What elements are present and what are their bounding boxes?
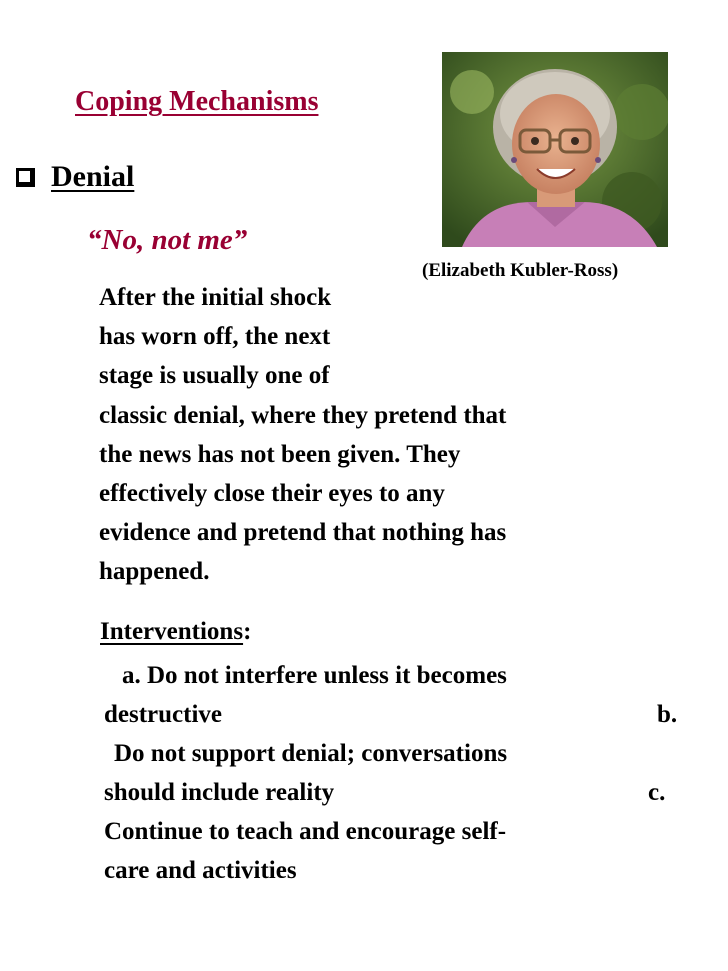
intervention-marker: b. [657,701,678,728]
body-paragraph-bottom [99,396,506,591]
body-line: happened. [99,558,210,585]
intervention-line: should include reality [104,779,335,806]
denial-quote: “No, not me” [87,224,248,256]
intervention-marker: c. [648,779,666,806]
body-line: evidence and pretend that nothing has [99,519,507,546]
bullet-denial [16,160,134,194]
portrait-photo [442,52,668,247]
checkbox-icon [16,168,35,187]
body-paragraph-top [99,278,331,395]
intervention-line: Do not support denial; conversations [114,740,508,767]
body-line: effectively close their eyes to any [99,480,445,507]
body-line: stage is usually one of [99,362,330,389]
photo-caption: (Elizabeth Kubler-Ross) [422,260,619,281]
portrait-image [442,52,668,247]
slide-title: Coping Mechanisms [75,86,319,117]
body-line: classic denial, where they pretend that [99,402,507,429]
bullet-label: Denial [51,160,135,193]
body-line: the news has not been given. They [99,441,461,468]
interventions-heading [100,618,251,646]
intervention-line: destructive [104,701,223,728]
intervention-line: care and activities [104,857,297,884]
intervention-line: a. Do not interfere unless it becomes [122,662,507,689]
body-line: has worn off, the next [99,323,331,350]
interventions-colon: : [243,618,252,645]
intervention-line: Continue to teach and encourage self- [104,818,507,845]
body-line: After the initial shock [99,284,332,311]
interventions-label: Interventions [100,618,244,645]
